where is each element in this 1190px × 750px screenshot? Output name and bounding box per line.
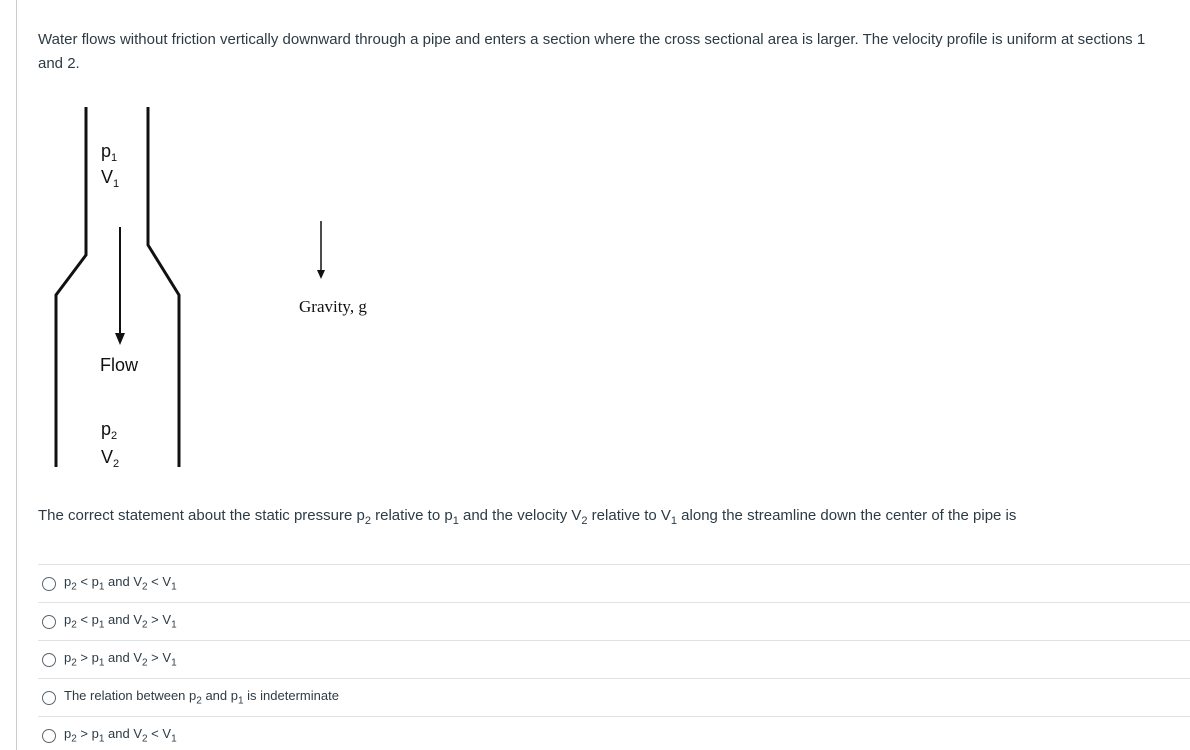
answer-option[interactable] — [38, 640, 1190, 678]
radio-button[interactable] — [42, 691, 56, 705]
answer-option[interactable] — [38, 564, 1190, 602]
answer-option[interactable] — [38, 716, 1190, 750]
radio-button[interactable] — [42, 729, 56, 743]
gravity-arrow-head — [317, 270, 325, 279]
question-text: Water flows without friction vertically downward through a pipe and enters a section where the cross sectional area is larger. The velocity profile is uniform at sections 1 and 2. — [38, 31, 1146, 72]
pipe-right-wall — [148, 107, 179, 467]
answer-label: $p_2 < p_1$ and $V_2 > V_1$ — [64, 612, 177, 631]
pipe-diagram — [40, 95, 410, 475]
radio-button[interactable] — [42, 615, 56, 629]
label-flow: Flow — [100, 355, 139, 375]
answer-option[interactable] — [38, 678, 1190, 716]
answer-label: $p_2 > p_1$ and $V_2 > V_1$ — [64, 650, 177, 669]
flow-arrow-head — [115, 333, 125, 345]
label-v2: $V_2$ — [101, 447, 120, 470]
answer-option[interactable] — [38, 602, 1190, 640]
question-statement: The correct statement about the static pressure $p_2$ relative to $p_1$ and the velocity $V_2$ relative to $V_1$ along the streamline down the center of the pipe is — [38, 507, 1017, 527]
label-p1: $p_1$ — [101, 141, 118, 164]
answer-list — [38, 564, 1190, 750]
answer-label: $p_2 > p_1$ and $V_2 < V_1$ — [64, 726, 177, 745]
answer-label: The relation between $p_2$ and $p_1$ is indeterminate — [64, 688, 339, 707]
label-v1: $V_1$ — [101, 167, 120, 190]
radio-button[interactable] — [42, 653, 56, 667]
label-p2: $p_2$ — [101, 419, 118, 442]
radio-button[interactable] — [42, 577, 56, 591]
label-gravity: Gravity, g — [299, 297, 367, 316]
pipe-left-wall — [56, 107, 86, 467]
answer-label: $p_2 < p_1$ and $V_2 < V_1$ — [64, 574, 177, 593]
left-border — [16, 0, 17, 750]
